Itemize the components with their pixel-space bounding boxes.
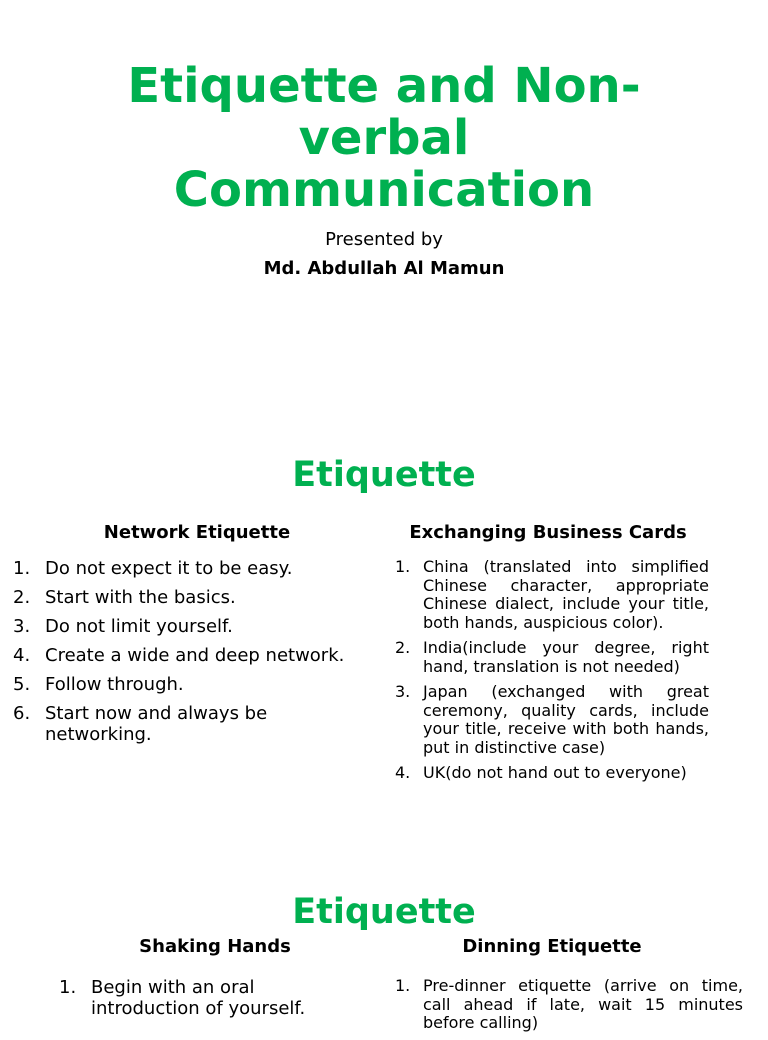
network-etiquette-list <box>13 558 373 753</box>
list-item: 4. UK(do not hand out to everyone) <box>395 763 687 782</box>
list-item: 2. India(include your degree, right hand, translation is not needed) <box>395 638 709 676</box>
list-item: 1. Do not expect it to be easy. <box>13 558 293 579</box>
shaking-hands-heading: Shaking Hands <box>139 936 291 957</box>
main-title <box>0 60 768 216</box>
author-name: Md. Abdullah Al Mamun <box>263 258 505 279</box>
shaking-hands-list <box>59 977 349 1027</box>
list-item: 4. Create a wide and deep network. <box>13 645 345 666</box>
list-item: 3. Do not limit yourself. <box>13 616 233 637</box>
network-etiquette-heading: Network Etiquette <box>103 522 291 543</box>
list-item: 3. Japan (exchanged with great ceremony, quality cards, include your title, receive with both hands, put in distinctive case) <box>395 682 709 757</box>
main-title-line-1: Etiquette and Non- <box>127 58 641 114</box>
dinning-etiquette-heading: Dinning Etiquette <box>462 936 642 957</box>
list-item: 2. Start with the basics. <box>13 587 236 608</box>
list-item: 1. Pre-dinner etiquette (arrive on time, call ahead if late, wait 15 minutes before calling) <box>395 976 743 1032</box>
list-item: 1. China (translated into simplified Chinese character, appropriate Chinese dialect, include your title, both hands, auspicious color). <box>395 557 709 632</box>
slide2-title: Etiquette <box>292 455 476 495</box>
dinning-etiquette-list <box>395 977 743 1040</box>
slide3-title: Etiquette <box>292 892 476 932</box>
list-item: 6. Start now and always be networking. <box>13 703 268 745</box>
main-title-line-2: verbal <box>298 110 470 166</box>
list-item: 1. Begin with an oral introduction of yourself. <box>59 977 306 1019</box>
business-cards-heading: Exchanging Business Cards <box>409 522 687 543</box>
business-cards-list <box>395 558 709 790</box>
list-item: 5. Follow through. <box>13 674 184 695</box>
main-title-line-3: Communication <box>173 162 595 218</box>
presented-by-label: Presented by <box>325 229 443 250</box>
